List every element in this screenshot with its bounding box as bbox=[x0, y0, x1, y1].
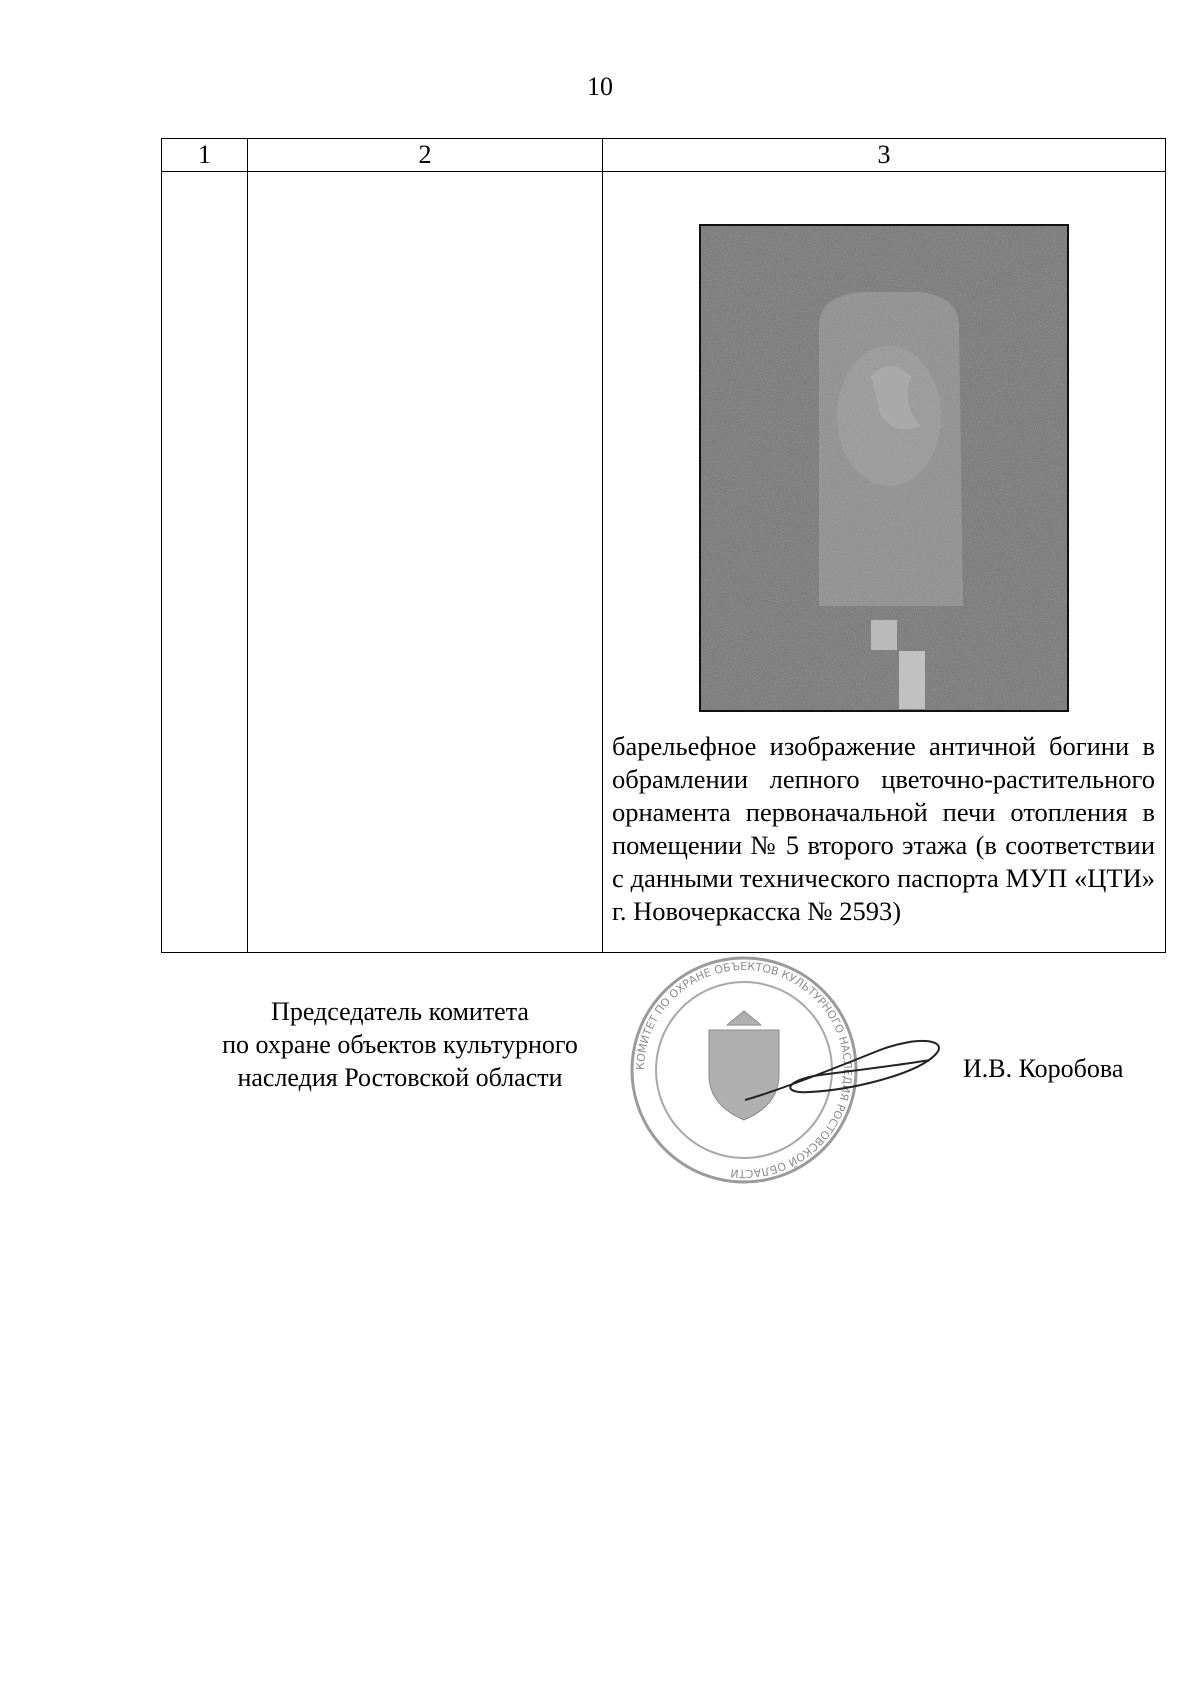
column-header-1: 1 bbox=[162, 139, 248, 172]
signatory-title-line: наследия Ростовской области bbox=[237, 1063, 563, 1092]
page-number: 10 bbox=[587, 72, 613, 101]
column-header-2: 2 bbox=[248, 139, 603, 172]
signatory-title-line: Председатель комитета bbox=[271, 997, 529, 1026]
cell-col1 bbox=[162, 172, 248, 953]
column-header-3: 3 bbox=[603, 139, 1166, 172]
photo-caption: барельефное изображение античной богини в обрамлении лепного цветочно-растительного орнамента первоначальной печи отопления в помещении № 5 второго этажа (в соответствии с данными технического паспорта МУП «ЦТИ» г. Новочеркасска № 2593) bbox=[612, 731, 1155, 926]
stamp-text: КОМИТЕТ ПО ОХРАНЕ ОБЪЕКТОВ КУЛЬТУРНОГО НАСЛЕДИЯ РОСТОВСКОЙ ОБЛАСТИ bbox=[633, 959, 855, 1181]
signatory-name: И.В. Коробова bbox=[963, 1054, 1124, 1083]
cell-col3 bbox=[603, 172, 1166, 953]
handwritten-signature bbox=[740, 1030, 950, 1110]
signatory-title bbox=[200, 995, 600, 1094]
cell-col2 bbox=[248, 172, 603, 953]
table-header-row bbox=[162, 139, 1166, 172]
signatory-title-line: по охране объектов культурного bbox=[222, 1030, 578, 1059]
table-row bbox=[162, 172, 1166, 953]
bas-relief-photo bbox=[699, 224, 1069, 712]
document-table bbox=[161, 138, 1166, 953]
